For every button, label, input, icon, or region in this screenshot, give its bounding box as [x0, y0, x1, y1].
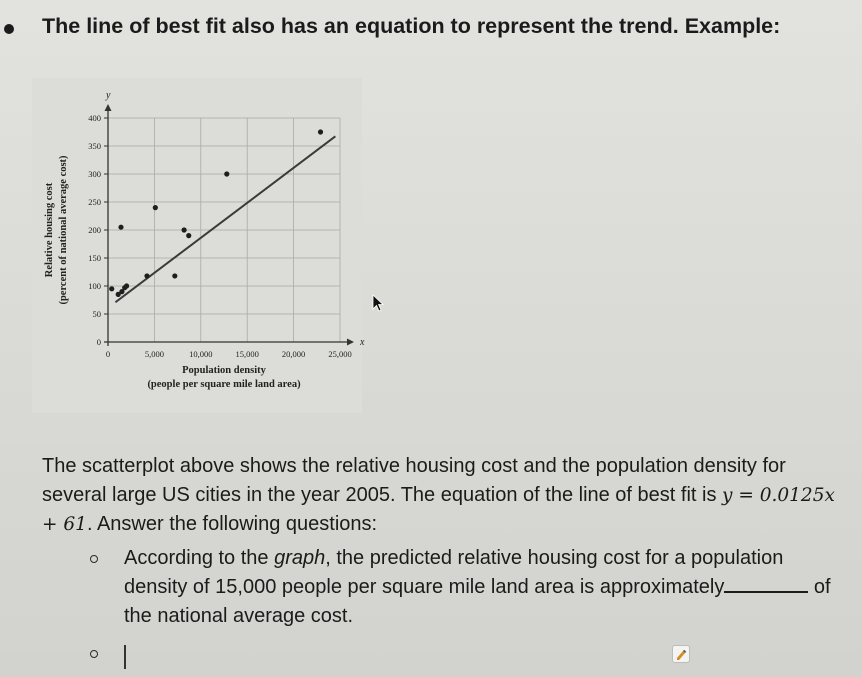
y-tick-label: 400: [88, 113, 101, 123]
x-axis-label-line2: (people per square mile land area): [147, 379, 301, 390]
paragraph-text-1: The scatterplot above shows the relative housing cost and the population density for several large US cities in the year 2005. The equation of the line of best fit is: [42, 455, 786, 506]
data-point: [144, 273, 149, 278]
question-1-text-b: , the predicted relative housing cost for a population density of 15,000 people per square mile land area is approximately: [124, 547, 784, 598]
data-point: [109, 286, 114, 291]
y-tick-label: 300: [88, 169, 101, 179]
data-point: [118, 225, 123, 230]
question-bullet: [90, 555, 98, 563]
y-tick-label: 50: [92, 309, 101, 319]
x-tick-label: 15,000: [235, 349, 259, 359]
pencil-icon: [673, 646, 689, 662]
intro-text: The line of best fit also has an equation to represent the trend. Example:: [42, 14, 781, 38]
data-point: [224, 171, 229, 176]
y-tick-label: 350: [88, 141, 101, 151]
x-tick-label: 10,000: [189, 349, 213, 359]
question-1-graph-word: graph: [274, 547, 326, 569]
y-axis-variable: y: [106, 90, 111, 101]
y-axis-label-line1: Relative housing cost: [44, 182, 55, 278]
y-axis-label-line2: (percent of national average cost): [58, 155, 69, 305]
answer-input[interactable]: [122, 642, 702, 672]
x-tick-label: 5,000: [144, 349, 164, 359]
data-point: [181, 227, 186, 232]
question-1: [124, 544, 834, 631]
y-tick-label: 100: [88, 281, 101, 291]
y-tick-label: 150: [88, 253, 101, 263]
answer-bullet: [90, 650, 98, 658]
chart-background: [32, 78, 362, 413]
question-1-text-a: According to the: [124, 547, 275, 569]
scatter-chart: [32, 78, 365, 413]
data-point: [153, 205, 158, 210]
x-tick-label: 0: [105, 349, 111, 359]
best-fit-equation: y = 0.0125x + 61: [42, 485, 835, 535]
x-axis-label-line1: Population density: [182, 365, 266, 376]
question-1-text-c: of the national average cost.: [124, 576, 831, 627]
data-point: [124, 283, 129, 288]
x-axis-variable: x: [360, 337, 365, 348]
data-point: [186, 233, 191, 238]
paragraph-text-2: . Answer the following questions:: [86, 513, 378, 535]
y-tick-label: 200: [88, 225, 101, 235]
input-tool-icon[interactable]: [672, 645, 690, 663]
problem-paragraph: [42, 452, 842, 539]
answer-blank: [724, 577, 808, 593]
data-point: [318, 129, 323, 134]
y-tick-label: 0: [96, 337, 101, 347]
mouse-pointer-icon: [372, 294, 384, 312]
data-point: [172, 273, 177, 278]
text-caret: [124, 645, 126, 669]
x-tick-label: 25,000: [328, 349, 352, 359]
bullet-dot: [4, 24, 14, 34]
x-tick-label: 20,000: [281, 349, 306, 359]
y-tick-label: 250: [88, 197, 101, 207]
